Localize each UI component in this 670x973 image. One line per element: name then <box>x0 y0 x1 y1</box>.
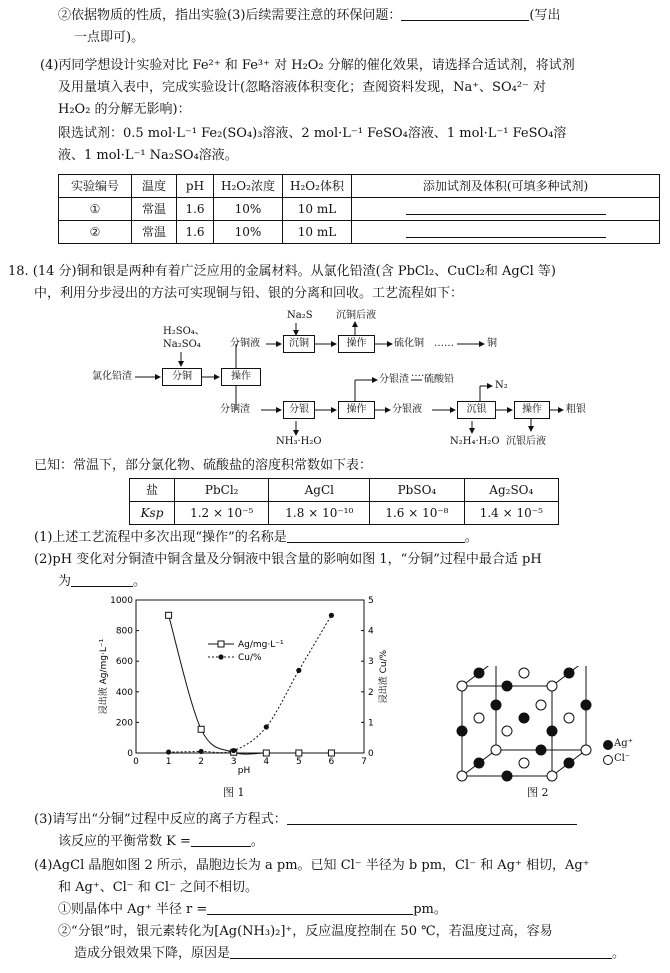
table-cell: 常温 <box>132 198 177 221</box>
answer-blank[interactable] <box>287 810 577 825</box>
flow-label: 分铜液 <box>230 338 260 349</box>
table-header: 盐 <box>130 479 175 502</box>
ag-ion <box>474 758 484 768</box>
table-cell: 10% <box>214 198 283 221</box>
q18-line1: 18. (14 分)铜和银是两种有着广泛应用的金属材料。从氯化铅渣(含 PbCl₂、CuCl₂和 AgCl 等) <box>8 264 556 279</box>
table-cell: 10 mL <box>283 221 352 244</box>
flow-box-fenyin: 分银 <box>283 401 315 419</box>
q3-env-line2: 一点即可)。 <box>74 30 145 45</box>
ag-ion <box>474 668 484 678</box>
q4-line2: 及用量填入表中，完成实验设计(忽略溶液体积变化；查阅资料发现，Na⁺、SO₄²⁻ 对 <box>58 80 547 95</box>
answer-blank[interactable] <box>191 832 251 847</box>
flow-label: 铜 <box>487 338 497 349</box>
series-line-0 <box>169 615 332 754</box>
cl-ion <box>564 713 574 723</box>
flow-label: …… <box>434 338 454 349</box>
flow-label: 沉铜后液 <box>336 310 376 321</box>
y-left-tick-label: 0 <box>127 749 133 759</box>
flow-label: 硫酸铅 <box>424 374 454 385</box>
legend-cl: Cl⁻ <box>614 753 631 764</box>
table-header-row <box>59 175 660 198</box>
cl-ion <box>519 668 529 678</box>
y-left-axis-label: 浸出液 Ag/mg·L⁻¹ <box>99 638 109 715</box>
q4-cell-line3: ①则晶体中 Ag⁺ 半径 r = pm。 <box>58 902 447 917</box>
cl-ion <box>457 771 467 781</box>
table-cell: 1.4 × 10⁻⁵ <box>464 502 558 525</box>
y-right-tick-label: 1 <box>368 718 374 729</box>
table-header-row <box>130 479 559 502</box>
q4-cell-line5: 造成分银效果下降，原因是 。 <box>74 946 626 961</box>
flow-box-fentong: 分铜 <box>162 368 202 386</box>
crystal-cell-diagram <box>448 666 648 796</box>
q3-line1: (3)请写出“分铜”过程中反应的离子方程式： <box>34 810 658 830</box>
q4-line1: (4)丙同学想设计实验对比 Fe²⁺ 和 Fe³⁺ 对 H₂O₂ 分解的催化效果，请选择合适试剂，将试剂 <box>40 58 575 73</box>
q2-line1: (2)pH 变化对分铜渣中铜含量及分铜液中银含量的影响如图 1，“分铜”过程中最合适 pH <box>34 552 542 567</box>
y-left-tick-label: 400 <box>115 687 133 698</box>
flow-label: H₂SO₄、 <box>163 326 205 337</box>
legend-marker <box>218 641 224 647</box>
cl-ion <box>547 771 557 781</box>
table-header: 实验编号 <box>59 175 132 198</box>
data-point-ag <box>296 750 302 756</box>
legend-cl-marker <box>604 756 613 765</box>
table-header: PbSO₄ <box>370 479 464 502</box>
data-point-cu <box>199 749 204 754</box>
table-cell: 1.2 × 10⁻⁵ <box>175 502 269 525</box>
data-point-cu <box>296 668 301 673</box>
data-point-cu <box>329 613 334 618</box>
q4-line3: H₂O₂ 的分解无影响)： <box>58 102 191 117</box>
legend-ag: Ag⁺ <box>614 738 633 749</box>
q4-cell-line1: (4)AgCl 晶胞如图 2 所示，晶胞边长为 a pm。已知 Cl⁻ 半径为 b pm，Cl⁻ 和 Ag⁺ 相切，Ag⁺ <box>34 858 590 873</box>
y-right-tick-label: 0 <box>368 749 374 759</box>
flow-label: Na₂S <box>287 310 313 321</box>
x-tick-label: 1 <box>165 757 172 767</box>
table-header: pH <box>177 175 214 198</box>
table-header: 温度 <box>132 175 177 198</box>
ag-ion <box>491 700 501 710</box>
flow-label: 氯化铅渣 <box>92 371 132 382</box>
q4-cell-line4: ②“分银”时，银元素转化为[Ag(NH₃)₂]⁺，反应温度控制在 50 ℃，若温度过高，容易 <box>58 924 553 939</box>
table-header: PbCl₂ <box>175 479 269 502</box>
q1-line: (1)上述工艺流程中多次出现“操作”的名称是 。 <box>34 530 478 545</box>
flow-label: NH₃·H₂O <box>276 436 322 447</box>
table-cell: 1.6 × 10⁻⁸ <box>370 502 464 525</box>
q3-line2: 该反应的平衡常数 K = 。 <box>58 834 264 849</box>
q3-env-line: ②依据物质的性质，指出实验(3)后续需要注意的环保问题： (写出 <box>58 8 561 23</box>
flow-box-caozuo: 操作 <box>338 335 375 353</box>
ag-ion <box>547 726 557 736</box>
x-tick-label: 6 <box>328 757 335 767</box>
flow-label: 分银液 <box>392 404 422 415</box>
cl-ion <box>547 681 557 691</box>
y-right-tick-label: 4 <box>368 626 374 637</box>
flow-label: 沉银后液 <box>506 436 546 447</box>
cl-ion <box>474 713 484 723</box>
flow-box-caozuo: 操作 <box>514 401 550 419</box>
data-point-ag <box>263 750 269 756</box>
table-row <box>59 198 660 221</box>
y-right-tick-label: 3 <box>368 657 374 668</box>
ag-ion <box>536 745 546 755</box>
flow-label: 粗银 <box>566 404 586 415</box>
x-tick-label: 3 <box>230 757 237 767</box>
q4-line4: 限选试剂：0.5 mol·L⁻¹ Fe₂(SO₄)₃溶液、2 mol·L⁻¹ FeSO₄溶液、1 mol·L⁻¹ FeSO₄溶 <box>58 126 567 141</box>
flow-label: …… <box>411 368 431 379</box>
crystal-caption: 图 2 <box>527 786 549 799</box>
table-cell: 1.6 <box>177 198 214 221</box>
legend-ag-marker <box>604 741 613 750</box>
ag-ion <box>564 758 574 768</box>
y-right-axis-label: 浸出渣 Cu/% <box>379 649 389 704</box>
data-point-cu <box>231 748 236 753</box>
flow-label: 硫化铜 <box>394 338 424 349</box>
x-tick-label: 2 <box>198 757 205 767</box>
y-left-tick-label: 200 <box>115 718 133 729</box>
cl-ion <box>457 681 467 691</box>
ksp-intro: 已知：常温下，部分氯化物、硫酸盐的溶度积常数如下表： <box>34 458 373 473</box>
answer-blank[interactable] <box>287 528 465 543</box>
data-point-ag <box>328 750 334 756</box>
q2-line2: 为 。 <box>58 574 147 589</box>
y-right-tick-label: 5 <box>368 596 374 606</box>
flow-box-chenyin: 沉银 <box>457 401 496 419</box>
table-cell: 1.8 × 10⁻¹⁰ <box>269 502 370 525</box>
data-point-ag <box>198 726 204 732</box>
y-left-tick-label: 800 <box>115 626 133 637</box>
table-row <box>130 502 559 525</box>
answer-blank[interactable] <box>230 944 612 959</box>
table-cell: ② <box>59 221 132 244</box>
legend-label: Cu/% <box>238 653 262 663</box>
flow-label: Na₂SO₄ <box>163 339 201 350</box>
flow-label: N₂ <box>495 380 508 391</box>
x-tick-label: 7 <box>361 757 367 767</box>
table-cell: 常温 <box>132 221 177 244</box>
table-header: H₂O₂浓度 <box>214 175 283 198</box>
flow-label: N₂H₄·H₂O <box>450 436 500 447</box>
series-line-1 <box>169 615 332 752</box>
ag-ion <box>502 681 512 691</box>
cl-ion <box>502 726 512 736</box>
table-header: AgCl <box>269 479 370 502</box>
answer-blank[interactable] <box>71 572 133 587</box>
table-cell: Ksp <box>130 502 175 525</box>
ag-ion <box>519 713 529 723</box>
q4-cell-line2: 和 Ag⁺、Cl⁻ 和 Cl⁻ 之间不相切。 <box>58 880 259 895</box>
cl-ion <box>536 700 546 710</box>
answer-blank[interactable] <box>401 6 529 21</box>
ag-ion <box>502 771 512 781</box>
table-cell: ① <box>59 198 132 221</box>
ksp-table <box>129 478 559 525</box>
chart-caption: 图 1 <box>223 786 245 799</box>
answer-blank[interactable] <box>207 900 413 915</box>
y-right-tick-label: 2 <box>368 687 374 698</box>
reagent-answer-cell[interactable] <box>352 198 660 221</box>
y-left-tick-label: 600 <box>115 657 133 668</box>
q4-line5: 液、1 mol·L⁻¹ Na₂SO₄溶液。 <box>58 148 238 163</box>
flow-label: 分铜渣 <box>220 404 250 415</box>
table-header: Ag₂SO₄ <box>464 479 558 502</box>
flow-box-caozuo: 操作 <box>338 401 375 419</box>
table-cell: 1.6 <box>177 221 214 244</box>
table-header: 添加试剂及体积(可填多种试剂) <box>352 175 660 198</box>
table-cell: 10 mL <box>283 198 352 221</box>
data-point-cu <box>264 724 269 729</box>
flow-box-chentong: 沉铜 <box>283 335 315 353</box>
x-axis-label: pH <box>237 766 251 776</box>
cl-ion <box>519 758 529 768</box>
experiment-table <box>58 174 660 244</box>
table-header: H₂O₂体积 <box>283 175 352 198</box>
ag-ion <box>564 668 574 678</box>
x-tick-label: 4 <box>263 757 270 767</box>
ag-ion <box>457 726 467 736</box>
ph-chart <box>96 592 396 792</box>
q18-line2: 中，利用分步浸出的方法可实现铜与铅、银的分离和回收。工艺流程如下： <box>34 286 464 301</box>
cl-ion <box>581 745 591 755</box>
x-tick-label: 0 <box>133 757 139 767</box>
reagent-answer-cell[interactable] <box>352 221 660 244</box>
legend-marker <box>218 654 223 659</box>
y-left-tick-label: 1000 <box>110 596 133 606</box>
data-point-ag <box>166 612 172 618</box>
flow-label: 分银渣 <box>379 374 409 385</box>
cl-ion <box>491 745 501 755</box>
legend-label: Ag/mg·L⁻¹ <box>238 640 284 650</box>
x-tick-label: 5 <box>295 757 302 767</box>
table-row <box>59 221 660 244</box>
data-point-cu <box>166 749 171 754</box>
ag-ion <box>581 700 591 710</box>
table-cell: 10% <box>214 221 283 244</box>
flow-box-caozuo: 操作 <box>221 368 261 386</box>
